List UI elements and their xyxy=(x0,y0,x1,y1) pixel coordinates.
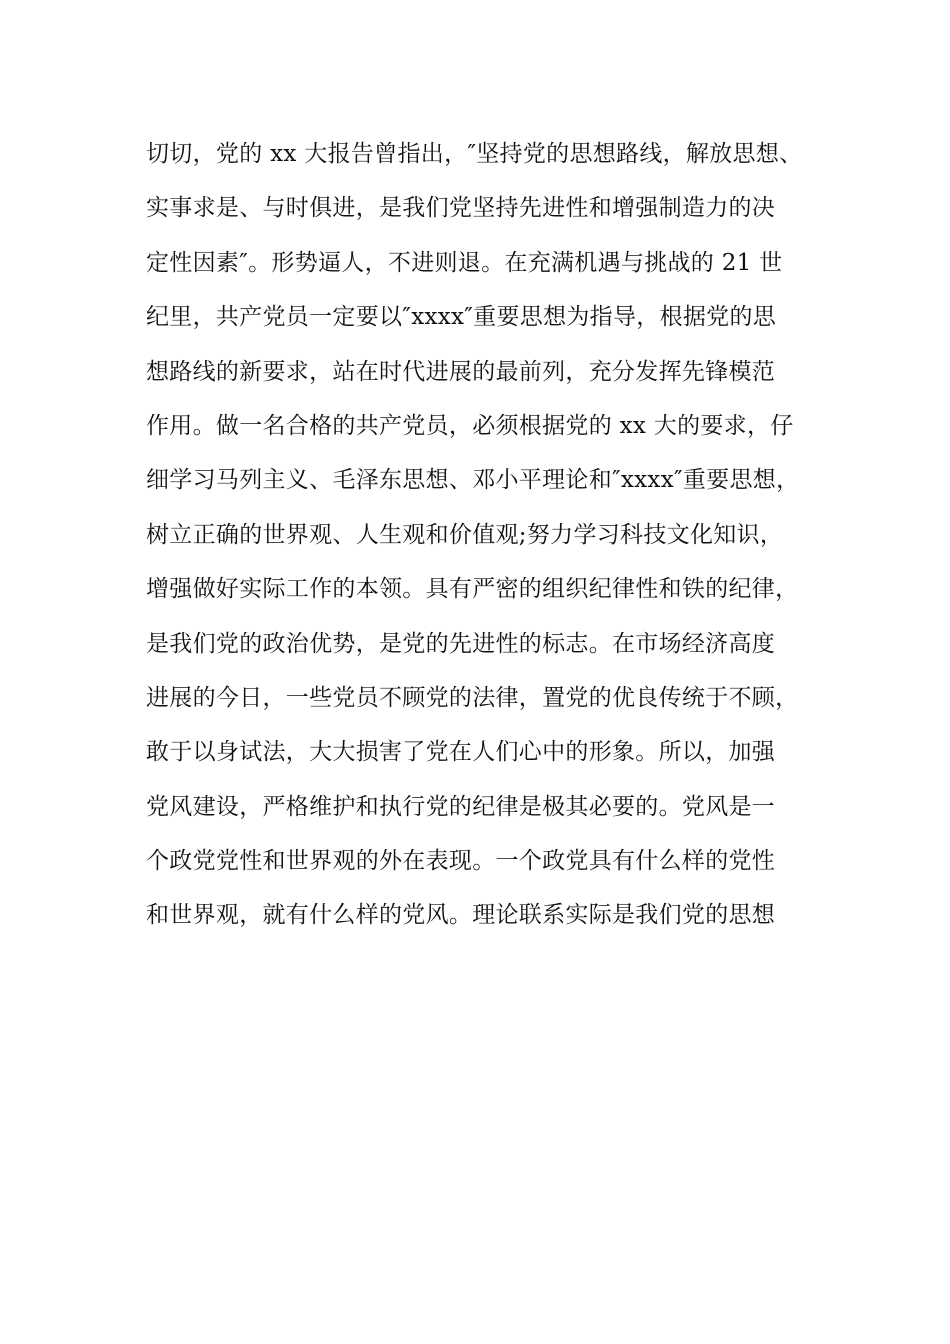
body-paragraph xyxy=(146,127,846,943)
text-line-5: 想路线的新要求，站在时代进展的最前列，充分发挥先锋模范 xyxy=(146,358,776,385)
text-line-11: 进展的今日，一些党员不顾党的法律，置党的优良传统于不顾， xyxy=(146,684,799,711)
text-line-10: 是我们党的政治优势，是党的先进性的标志。在市场经济高度 xyxy=(146,630,776,657)
text-line-3: 定性因素″。形势逼人，不进则退。在充满机遇与挑战的 21 世 xyxy=(146,249,783,276)
text-line-12: 敢于以身试法，大大损害了党在人们心中的形象。所以，加强 xyxy=(146,739,776,766)
text-line-7: 细学习马列主义、毛泽东思想、邓小平理论和″xxxx″重要思想， xyxy=(146,467,800,494)
text-line-1: 切切，党的 xx 大报告曾指出，″坚持党的思想路线，解放思想、 xyxy=(146,141,803,167)
text-line-9: 增强做好实际工作的本领。具有严密的组织纪律性和铁的纪律， xyxy=(146,576,799,603)
text-line-14: 个政党党性和世界观的外在表现。一个政党具有什么样的党性 xyxy=(146,848,776,875)
text-line-13: 党风建设，严格维护和执行党的纪律是极其必要的。党风是一 xyxy=(146,793,776,820)
text-line-6: 作用。做一名合格的共产党员，必须根据党的 xx 大的要求，仔 xyxy=(146,412,794,439)
text-line-2: 实事求是、与时俱进，是我们党坚持先进性和增强制造力的决 xyxy=(146,195,776,222)
text-line-4: 纪里，共产党员一定要以″xxxx″重要思想为指导，根据党的思 xyxy=(146,304,777,331)
text-line-8: 树立正确的世界观、人生观和价值观;努力学习科技文化知识， xyxy=(146,521,784,548)
text-line-15: 和世界观，就有什么样的党风。理论联系实际是我们党的思想 xyxy=(146,902,776,929)
